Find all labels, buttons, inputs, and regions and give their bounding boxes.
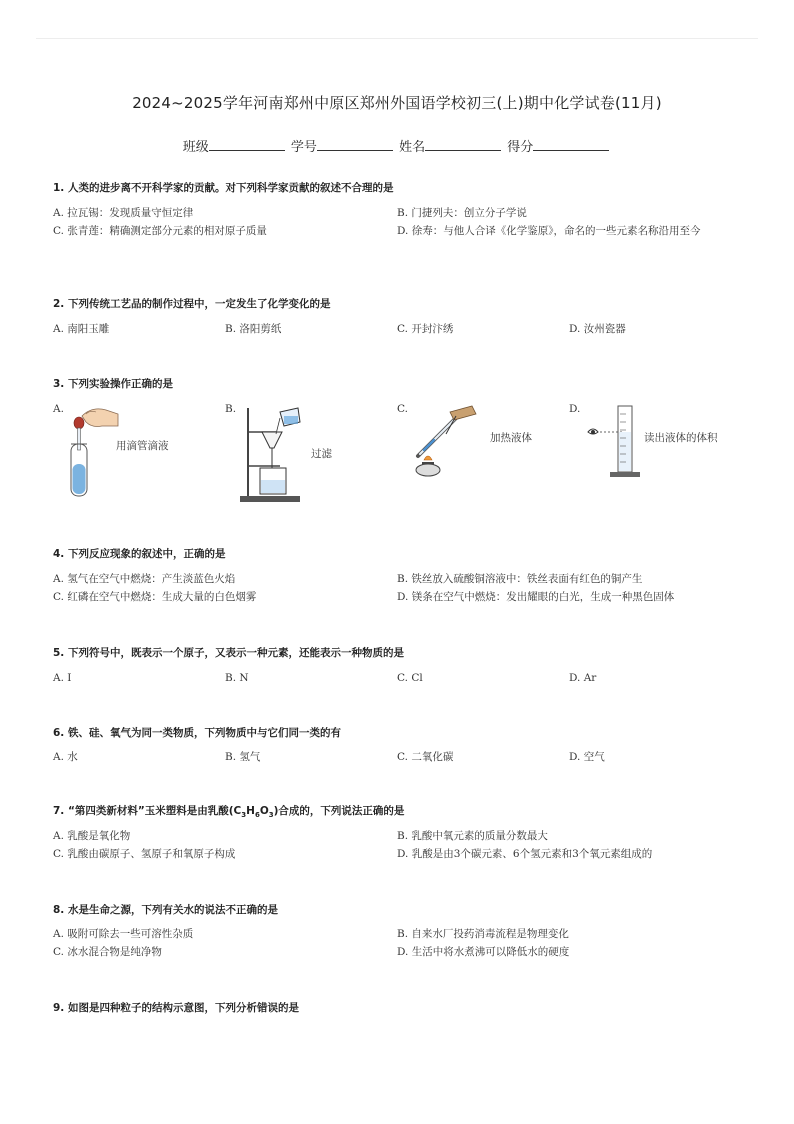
question-2-option-d[interactable]: D. 汝州瓷器 — [569, 323, 626, 335]
question-6-option-b[interactable]: B. 氢气 — [225, 751, 261, 763]
question-7-stem-text: 7. “第四类新材料”玉米塑料是由乳酸(C — [53, 805, 242, 817]
question-8-option-a[interactable]: A. 吸附可除去一些可溶性杂质 — [53, 928, 194, 940]
question-2-option-a[interactable]: A. 南阳玉雕 — [53, 323, 110, 335]
question-3-stem: 3. 下列实验操作正确的是 — [53, 378, 173, 390]
question-5-option-d[interactable]: D. Ar — [569, 672, 597, 684]
page-top-rule — [36, 38, 758, 39]
formula-subscript-c: 3 — [241, 811, 247, 820]
heating-liquid-figure — [410, 404, 480, 478]
question-7-option-a[interactable]: A. 乳酸是氧化物 — [53, 830, 131, 842]
question-1-option-d[interactable]: D. 徐寿：与他人合译《化学鉴原》，命名的一些元素名称沿用至今 — [397, 225, 701, 237]
question-1-stem: 1. 人类的进步离不开科学家的贡献。对下列科学家贡献的叙述不合理的是 — [53, 182, 394, 194]
question-5-option-c[interactable]: C. Cl — [397, 672, 423, 684]
question-4-option-c[interactable]: C. 红磷在空气中燃烧：生成大量的白色烟雾 — [53, 591, 257, 603]
question-9-stem: 9. 如图是四种粒子的结构示意图，下列分析错误的是 — [53, 1002, 299, 1014]
name-blank[interactable] — [425, 138, 501, 151]
page-title: 2024~2025学年河南郑州中原区郑州外国语学校初三(上)期中化学试卷(11月) — [132, 94, 662, 112]
student-info-line — [0, 136, 794, 155]
question-6-option-c[interactable]: C. 二氧化碳 — [397, 751, 454, 763]
filtration-figure — [236, 404, 306, 504]
question-1-option-a[interactable]: A. 拉瓦锡：发现质量守恒定律 — [53, 207, 194, 219]
question-8-option-d[interactable]: D. 生活中将水煮沸可以降低水的硬度 — [397, 946, 570, 958]
question-4-stem: 4. 下列反应现象的叙述中，正确的是 — [53, 548, 226, 560]
question-5-option-b[interactable]: B. N — [225, 672, 249, 684]
question-2-stem: 2. 下列传统工艺品的制作过程中，一定发生了化学变化的是 — [53, 298, 331, 310]
question-1-option-b[interactable]: B. 门捷列夫：创立分子学说 — [397, 207, 527, 219]
question-6-stem: 6. 铁、硅、氧气为同一类物质，下列物质中与它们同一类的有 — [53, 727, 341, 739]
question-3-label-a: 用滴管滴液 — [116, 440, 169, 452]
question-7-stem-tail: )合成的，下列说法正确的是 — [273, 805, 405, 817]
question-6-option-d[interactable]: D. 空气 — [569, 751, 605, 763]
formula-subscript-o: 3 — [268, 811, 274, 820]
question-5-stem: 5. 下列符号中，既表示一个原子，又表示一种元素，还能表示一种物质的是 — [53, 647, 404, 659]
number-label: 学号 — [290, 140, 317, 155]
score-blank[interactable] — [533, 138, 609, 151]
question-8-option-c[interactable]: C. 冰水混合物是纯净物 — [53, 946, 162, 958]
score-label: 得分 — [507, 140, 534, 155]
question-7-option-b[interactable]: B. 乳酸中氧元素的质量分数最大 — [397, 830, 548, 842]
cylinder-reading-figure — [584, 402, 646, 482]
question-3-label-c: 加热液体 — [490, 432, 532, 444]
class-label: 班级 — [182, 140, 209, 155]
question-3-option-d[interactable]: D. — [569, 403, 581, 415]
question-6-option-a[interactable]: A. 水 — [53, 751, 78, 763]
question-1-option-c[interactable]: C. 张青莲：精确测定部分元素的相对原子质量 — [53, 225, 267, 237]
question-8-stem: 8. 水是生命之源，下列有关水的说法不正确的是 — [53, 904, 278, 916]
question-3-label-b: 过滤 — [311, 448, 332, 460]
question-4-option-d[interactable]: D. 镁条在空气中燃烧：发出耀眼的白光，生成一种黑色固体 — [397, 591, 675, 603]
question-8-option-b[interactable]: B. 自来水厂投药消毒流程是物理变化 — [397, 928, 569, 940]
question-7-option-c[interactable]: C. 乳酸由碳原子、氢原子和氧原子构成 — [53, 848, 236, 860]
name-label: 姓名 — [399, 140, 426, 155]
class-blank[interactable] — [209, 138, 285, 151]
formula-element-o: O — [259, 805, 269, 817]
question-3-option-a[interactable]: A. — [53, 403, 64, 415]
dropper-figure — [62, 404, 122, 498]
question-2-option-b[interactable]: B. 洛阳剪纸 — [225, 323, 282, 335]
question-7-option-d[interactable]: D. 乳酸是由3个碳元素、6个氢元素和3个氧元素组成的 — [397, 848, 653, 860]
question-3-label-d: 读出液体的体积 — [644, 432, 718, 444]
question-7-stem — [53, 803, 404, 819]
question-3-option-c[interactable]: C. — [397, 403, 408, 415]
formula-element-h: H — [246, 805, 255, 817]
question-4-option-b[interactable]: B. 铁丝放入硫酸铜溶液中：铁丝表面有红色的铜产生 — [397, 573, 643, 585]
question-3-option-b[interactable]: B. — [225, 403, 237, 415]
number-blank[interactable] — [317, 138, 393, 151]
formula-subscript-h: 6 — [254, 811, 260, 820]
question-5-option-a[interactable]: A. I — [53, 672, 72, 684]
question-4-option-a[interactable]: A. 氢气在空气中燃烧：产生淡蓝色火焰 — [53, 573, 236, 585]
question-2-option-c[interactable]: C. 开封汴绣 — [397, 323, 454, 335]
